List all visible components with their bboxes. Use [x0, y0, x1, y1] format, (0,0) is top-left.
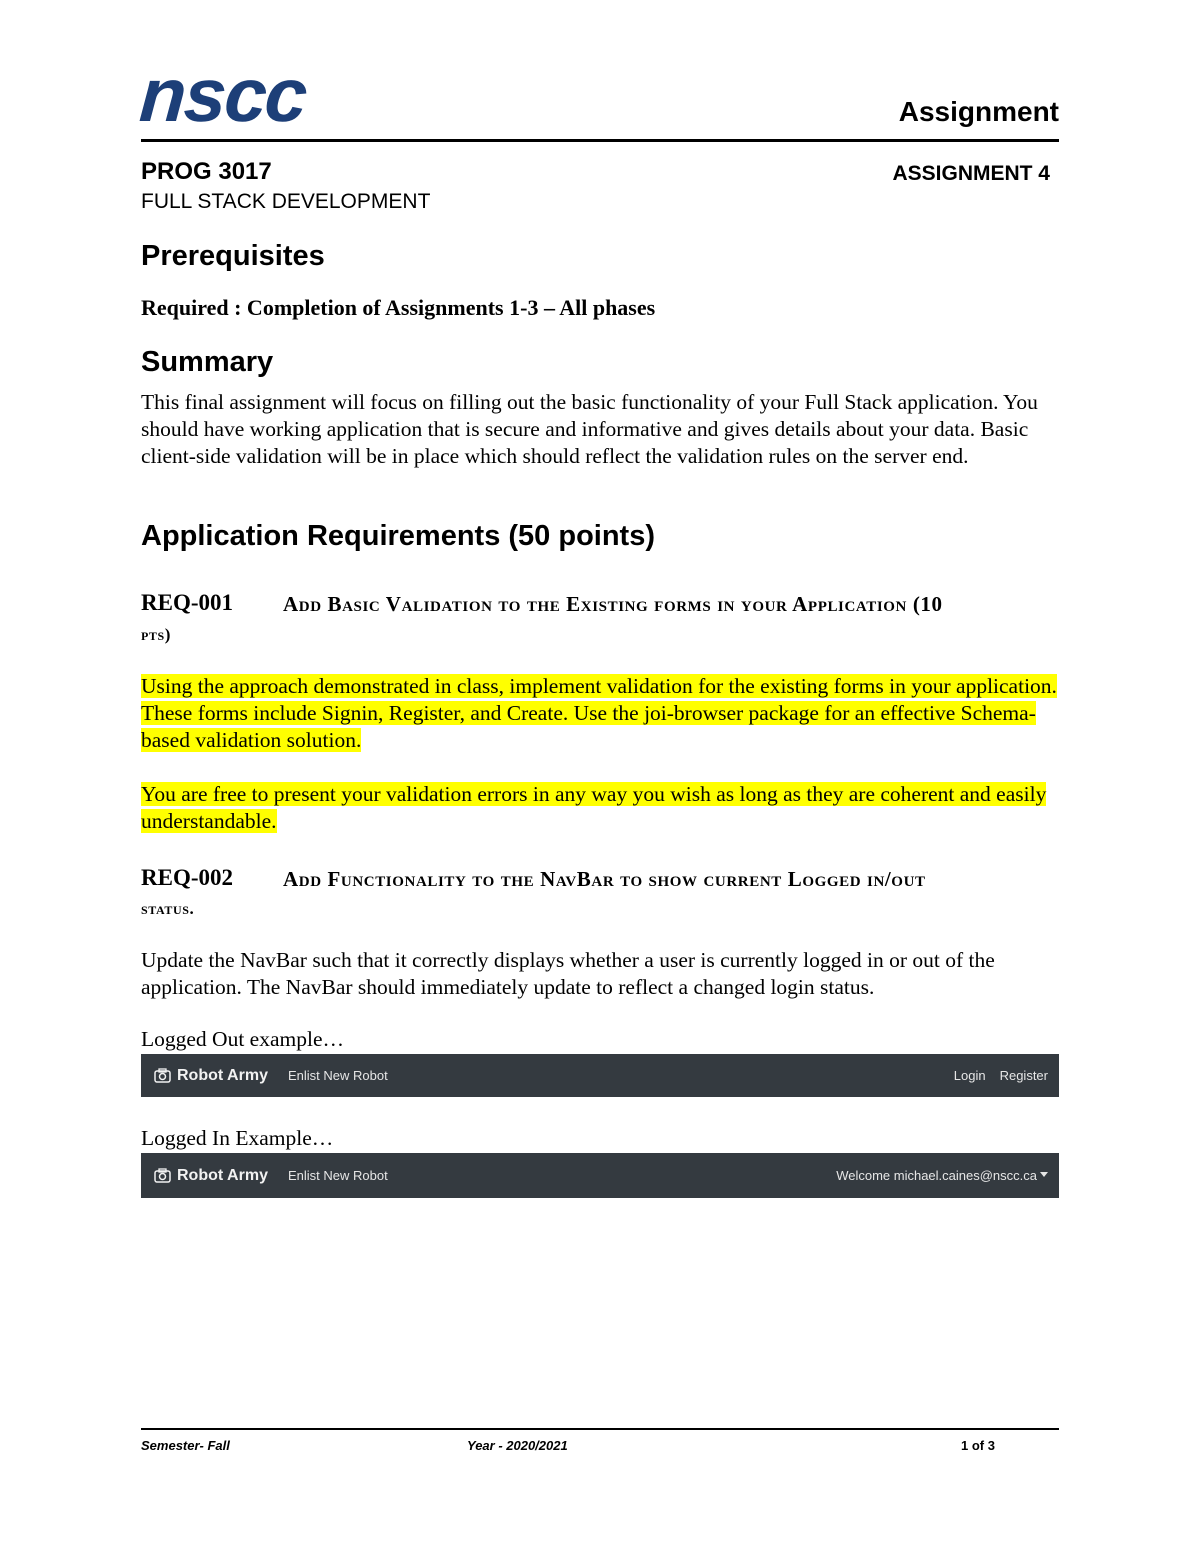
navbar-right [822, 1168, 1048, 1183]
nav-link-enlist[interactable]: Enlist New Robot [287, 1068, 388, 1083]
user-menu-dropdown[interactable] [836, 1168, 1048, 1183]
assignment-number: ASSIGNMENT 4 [892, 162, 1050, 185]
navbar-right [940, 1068, 1048, 1083]
navbar-logged-out [141, 1054, 1059, 1097]
req-002-id: REQ-002 [141, 865, 233, 890]
navbar-brand-label: Robot Army [177, 1066, 268, 1084]
camera-icon [154, 1168, 171, 1183]
req-001-id: REQ-001 [141, 590, 233, 615]
course-name: FULL STACK DEVELOPMENT [141, 190, 431, 213]
nav-link-register[interactable]: Register [999, 1068, 1048, 1083]
document-type: Assignment [898, 96, 1059, 127]
navbar-logged-in [141, 1153, 1059, 1198]
app-requirements-heading: Application Requirements (50 points) [141, 520, 655, 552]
req-001-title-cont: pts) [141, 625, 172, 644]
footer-year: Year - 2020/2021 [467, 1438, 568, 1453]
logged-out-label: Logged Out example… [141, 1027, 345, 1051]
prerequisites-heading: Prerequisites [141, 240, 325, 272]
prerequisites-required: Required : Completion of Assignments 1-3 – All phases [141, 295, 656, 320]
welcome-text: Welcome michael.caines@nscc.ca [836, 1168, 1037, 1183]
camera-icon [154, 1068, 171, 1083]
req-001-paragraph-1 [141, 673, 1061, 753]
footer-rule [141, 1428, 1059, 1430]
req-001-paragraph-2 [141, 781, 1061, 835]
footer-page-number: 1 of 3 [961, 1438, 995, 1453]
req-001-title: Add Basic Validation to the Existing forms in your Application (10 [283, 592, 943, 616]
navbar-brand[interactable] [154, 1167, 268, 1185]
footer-semester: Semester- Fall [141, 1438, 230, 1453]
nscc-logo: nscc [137, 53, 309, 138]
highlighted-text: Using the approach demonstrated in class, implement validation for the existing forms in your application. These forms include Signin, Register, and Create. Use the joi-browser package for an effective Schema-based validation solution. [141, 674, 1057, 752]
nav-link-login[interactable]: Login [953, 1068, 986, 1083]
navbar-brand[interactable] [154, 1067, 268, 1085]
header-rule [141, 139, 1059, 142]
nav-link-enlist[interactable]: Enlist New Robot [287, 1168, 388, 1183]
highlighted-text: You are free to present your validation errors in any way you wish as long as they are coherent and easily understandable. [141, 782, 1047, 833]
req-002-paragraph: Update the NavBar such that it correctly displays whether a user is currently logged in or out of the application. The NavBar should immediately update to reflect a changed login status. [141, 948, 995, 999]
summary-text: This final assignment will focus on filling out the basic functionality of your Full Stack application. You should have working application that is secure and informative and gives details about your data. Basic client-side validation will be in place which should reflect the validation rules on the server end. [141, 390, 1038, 468]
logged-in-label: Logged In Example… [141, 1126, 334, 1150]
course-code: PROG 3017 [141, 158, 272, 185]
req-002-title: Add Functionality to the NavBar to show current Logged in/out [283, 867, 926, 891]
caret-down-icon [1040, 1172, 1048, 1177]
summary-heading: Summary [141, 346, 274, 378]
req-002-title-cont: status. [141, 899, 195, 918]
navbar-brand-label: Robot Army [177, 1166, 268, 1184]
